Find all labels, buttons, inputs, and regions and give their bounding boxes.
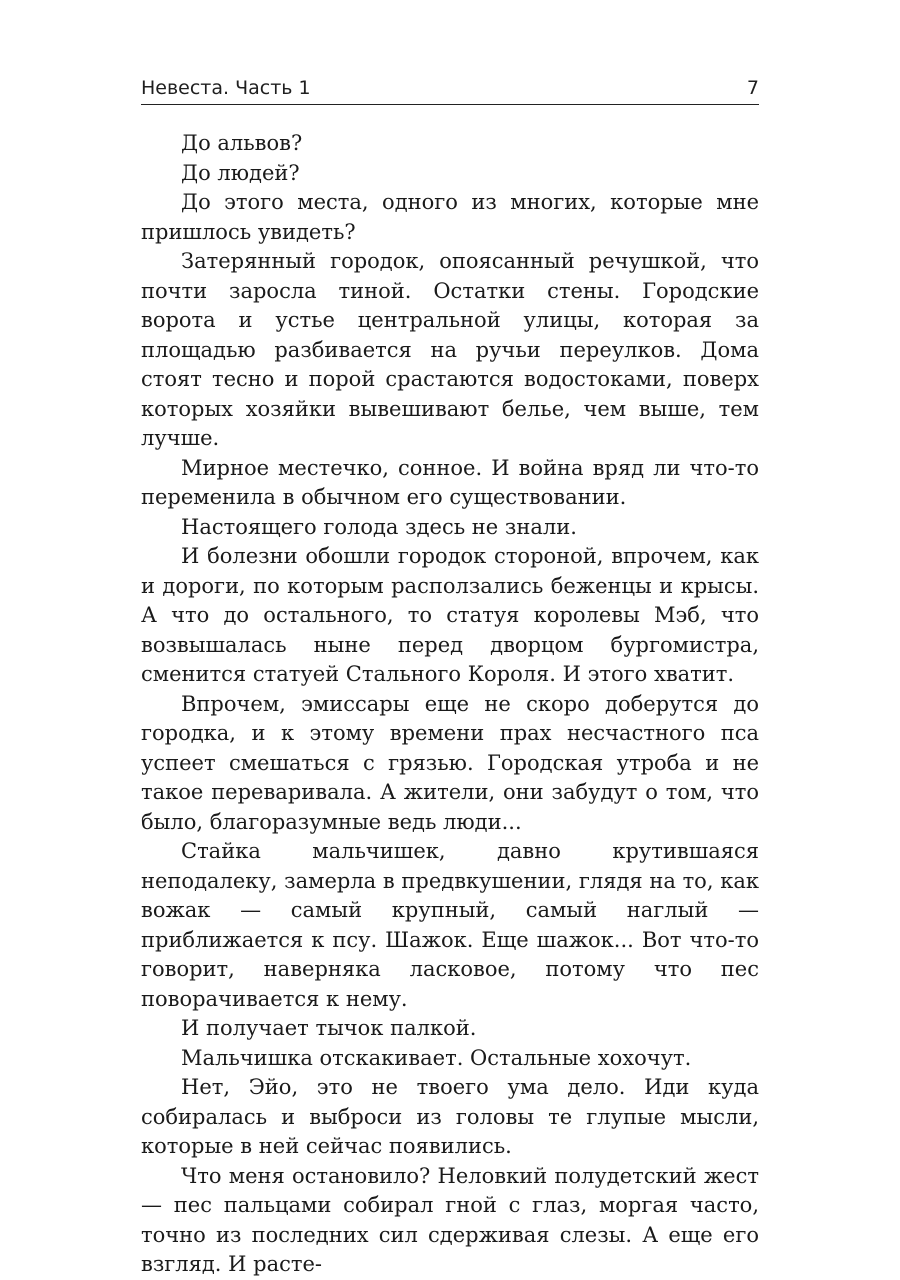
paragraph: Впрочем, эмиссары еще не скоро доберутся до городка, и к этому времени прах несчастного пса успеет смешаться с грязью. Городская утроба и не такое переваривала. А жители, они забудут о том, что было, благоразумные ведь люди... — [141, 691, 759, 834]
running-title: Невеста. Часть 1 — [141, 77, 311, 99]
paragraph: И получает тычок палкой. — [181, 1016, 477, 1040]
running-header — [141, 74, 759, 105]
paragraph: Мирное местечко, сонное. И война вряд ли что-то переменила в обычном его существовании. — [141, 455, 759, 509]
paragraph: До этого места, одного из многих, которые мне пришлось увидеть? — [141, 190, 759, 244]
paragraph: Мальчишка отскакивает. Остальные хохочут. — [181, 1045, 692, 1070]
page-number: 7 — [746, 77, 759, 99]
paragraph: Настоящего голода здесь не знали. — [181, 514, 577, 539]
paragraph: Что меня остановило? Неловкий полудетский жест — пес пальцами собирал гной с глаз, моргая часто, точно из последних сил сдерживая слезы. А еще его взгляд. И расте- — [141, 1163, 759, 1276]
body-text — [141, 129, 759, 1280]
paragraph: Затерянный городок, опоясанный речушкой, что почти заросла тиной. Остатки стены. Городские ворота и устье центральной улицы, которая за площадью разбивается на ручьи переулков. Дома стоят тесно и порой срастаются водостоками, поверх которых хозяйки вывешивают белье, чем выше, тем лучше. — [141, 249, 759, 450]
paragraph: Стайка мальчишек, давно крутившаяся неподалеку, замерла в предвкушении, глядя на то, как вожак — самый крупный, самый наглый — приближается к псу. Шажок. Еще шажок... Вот что-то говорит, наверняка ласковое, потому что пес поворачивается к нему. — [141, 839, 759, 1011]
paragraph: До людей? — [181, 160, 300, 185]
paragraph: До альвов? — [181, 131, 303, 155]
paragraph: Нет, Эйо, это не твоего ума дело. Иди куда собиралась и выброси из головы те глупые мысли, которые в ней сейчас появились. — [141, 1075, 759, 1158]
paragraph: И болезни обошли городок стороной, впрочем, как и дороги, по которым расползались беженцы и крысы. А что до остального, то статуя королевы Мэб, что возвышалась ныне перед дворцом бургомистра, сменится статуей Стального Короля. И этого хватит. — [141, 544, 759, 686]
